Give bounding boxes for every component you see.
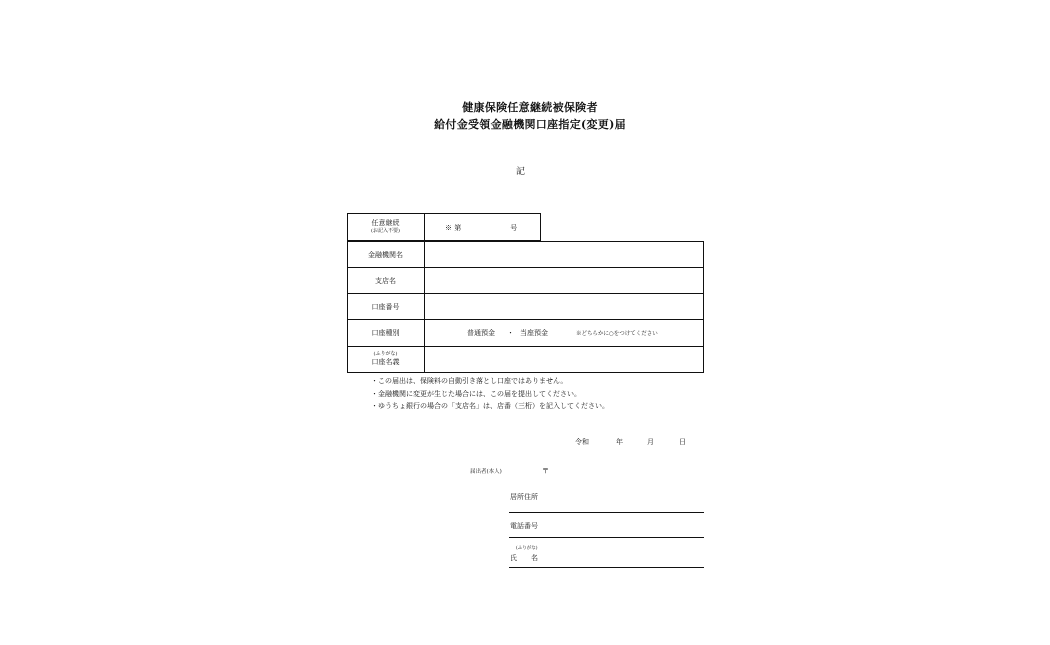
note-item: ・金融機関に変更が生じた場合には、この届を提出してください。 — [371, 389, 581, 398]
date-year: 年 — [616, 438, 623, 446]
account-form-table — [347, 213, 704, 373]
phone-field[interactable] — [560, 515, 704, 536]
date-month: 月 — [647, 438, 654, 446]
address-underline — [509, 512, 704, 513]
postal-mark: 〒 — [542, 467, 549, 475]
account-number-label: 口座番号 — [371, 303, 400, 311]
name-underline — [509, 567, 704, 568]
notes-list — [371, 375, 609, 413]
date-day: 日 — [679, 438, 686, 446]
account-type-ordinary[interactable]: 普通預金 — [467, 329, 495, 337]
form-title-line2: 給付金受領金融機関口座指定(変更)届 — [434, 118, 626, 131]
name-furigana-label: (ふりがな) — [516, 546, 538, 551]
date-era: 令和 — [575, 438, 589, 446]
note-item: ・この届出は、保険料の自動引き落とし口座ではありません。 — [371, 377, 568, 385]
account-type-current[interactable]: 当座預金 — [520, 329, 548, 337]
insured-number-label: 任意継続 — [371, 219, 400, 227]
account-holder-furigana-label: (ふりがな) — [373, 351, 398, 357]
insured-number-sublabel: (お記入不要) — [371, 228, 400, 234]
name-label: 氏 名 — [510, 554, 538, 562]
note-item: ・ゆうちょ銀行の場合の「支店名」は、店番（三桁）を記入してください。 — [371, 402, 609, 410]
account-type-note: ※どちらかに○をつけてください — [576, 331, 658, 337]
branch-name-field[interactable] — [425, 268, 703, 293]
form-title-line1: 健康保険任意継続被保険者 — [462, 101, 598, 114]
account-holder-field[interactable] — [425, 347, 703, 372]
bank-name-label: 金融機関名 — [368, 251, 403, 259]
name-field[interactable] — [560, 542, 704, 566]
insured-number-field[interactable]: ※ 第 号 — [445, 224, 518, 232]
bank-name-field[interactable] — [425, 242, 703, 267]
account-number-field[interactable] — [425, 294, 703, 319]
ki-mark: 記 — [516, 167, 526, 177]
phone-underline — [509, 537, 704, 538]
address-label: 居所住所 — [510, 493, 538, 501]
account-type-separator: ・ — [507, 329, 514, 337]
phone-label: 電話番号 — [510, 522, 538, 530]
address-field[interactable] — [560, 486, 704, 510]
account-type-label: 口座種別 — [371, 329, 400, 337]
branch-name-label: 支店名 — [375, 277, 396, 285]
applicant-label: 届出者(本人) — [470, 469, 502, 475]
account-holder-label: 口座名義 — [371, 358, 400, 366]
